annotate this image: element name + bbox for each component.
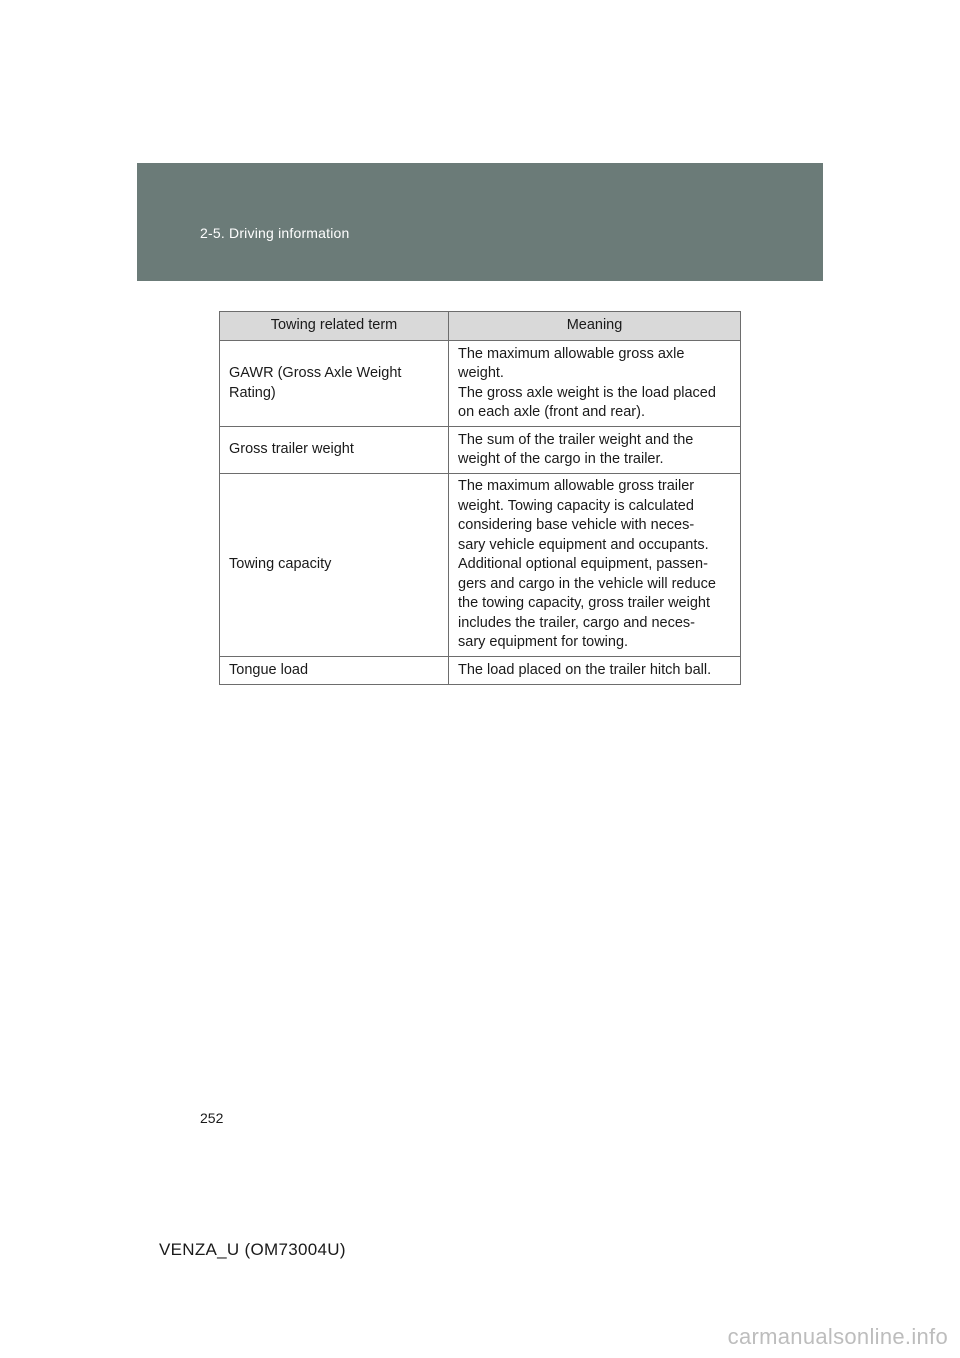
meaning-text: The sum of the trailer weight and the weight of the cargo in the trailer. — [458, 431, 694, 467]
term-cell — [220, 427, 449, 474]
meaning-cell — [449, 427, 741, 474]
header-band — [137, 163, 823, 281]
meaning-text: The load placed on the trailer hitch ball. — [458, 661, 712, 678]
term-text: Gross trailer weight — [229, 441, 354, 458]
table-header-row — [220, 312, 741, 341]
term-cell — [220, 657, 449, 685]
term-text: GAWR (Gross Axle Weight Rating) — [229, 365, 402, 401]
term-cell — [220, 341, 449, 427]
column-header-term: Towing related term — [220, 312, 449, 341]
meaning-text: The maximum allowable gross axle weight. The gross axle weight is the load placed on each axle (front and rear). — [458, 345, 716, 420]
table-row — [220, 474, 741, 657]
term-cell — [220, 474, 449, 657]
meaning-cell — [449, 474, 741, 657]
meaning-cell — [449, 657, 741, 685]
document-code: VENZA_U (OM73004U) — [159, 1240, 346, 1259]
term-text: Towing capacity — [229, 556, 332, 573]
towing-terms-table — [219, 311, 741, 685]
table-row — [220, 657, 741, 685]
watermark: carmanualsonline.info — [727, 1324, 948, 1349]
column-header-meaning: Meaning — [449, 312, 741, 341]
term-text: Tongue load — [229, 661, 309, 678]
table-row — [220, 427, 741, 474]
table-row — [220, 341, 741, 427]
section-title: 2-5. Driving information — [200, 225, 350, 241]
meaning-text: The maximum allowable gross trailer weight. Towing capacity is calculated considering base vehicle with neces- sary vehicle equipment and occupants. Additional optional equipment, passen- gers and cargo in the vehicle will reduce the towing capacity, gross trailer weight includes the trailer, cargo and neces- sary equipment for towing. — [458, 478, 716, 651]
meaning-cell — [449, 341, 741, 427]
page-number: 252 — [200, 1110, 224, 1126]
